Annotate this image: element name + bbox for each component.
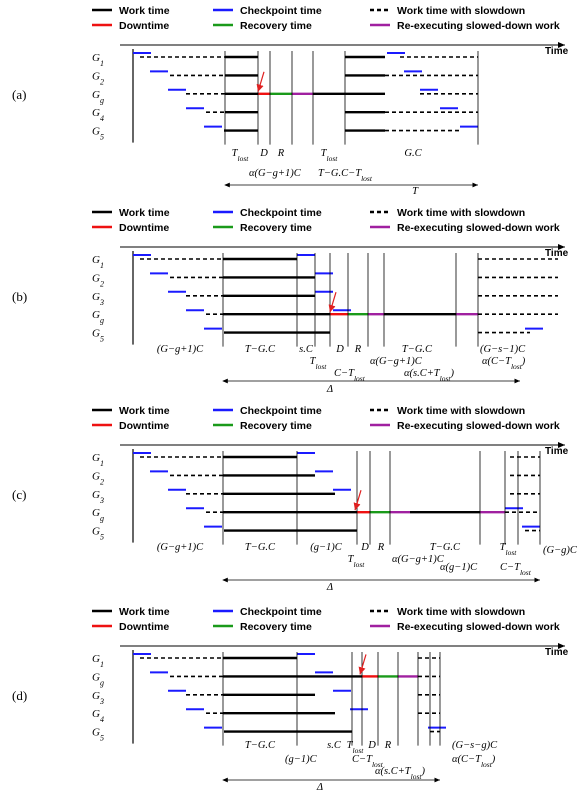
annotation-2: (g−1)C bbox=[310, 542, 342, 553]
row-label-1: $G_g$ bbox=[92, 671, 104, 687]
legend-work-slowdown-label: Work time with slowdown bbox=[397, 606, 526, 618]
panel-tag: (b) bbox=[12, 288, 28, 304]
annotation-8: $\alpha(C-T_{lost})$ bbox=[452, 754, 496, 769]
annotation-3: D bbox=[361, 542, 369, 553]
panel-tag: (c) bbox=[12, 486, 27, 502]
panel-tag: (a) bbox=[12, 86, 27, 102]
legend-work-time-label: Work time bbox=[119, 405, 170, 417]
annotation-10: $\alpha(C-T_{lost})$ bbox=[482, 356, 526, 371]
row-label-3: $G_4$ bbox=[92, 708, 104, 724]
legend-reexec-label: Re-executing slowed-down work bbox=[397, 420, 560, 432]
annotation-7: T bbox=[412, 186, 418, 197]
row-label-2: $G_g$ bbox=[92, 88, 104, 105]
annotation-6: $T_{lost}$ bbox=[499, 542, 517, 557]
row-label-4: $G_5$ bbox=[92, 525, 104, 542]
legend-checkpoint-time-label: Checkpoint time bbox=[240, 207, 322, 219]
row-label-3: $G_g$ bbox=[92, 507, 104, 523]
legend-reexec-label: Re-executing slowed-down work bbox=[397, 621, 560, 633]
row-label-3: $G_g$ bbox=[92, 309, 104, 325]
row-label-0: $G_1$ bbox=[92, 52, 104, 68]
legend-reexec-label: Re-executing slowed-down work bbox=[397, 20, 560, 32]
legend-work-time-label: Work time bbox=[119, 606, 170, 618]
annotation-1: D bbox=[260, 148, 268, 159]
row-label-1: $G_2$ bbox=[92, 70, 104, 86]
annotation-12: Δ bbox=[326, 384, 334, 395]
annotation-11: $\alpha(s.C+T_{lost})$ bbox=[404, 368, 454, 383]
legend-checkpoint-time-label: Checkpoint time bbox=[240, 5, 322, 17]
panel-d bbox=[12, 606, 569, 793]
annotation-5: α(G−g+1)C bbox=[249, 168, 301, 179]
legend-checkpoint-time-label: Checkpoint time bbox=[240, 405, 322, 417]
legend-checkpoint-time-label: Checkpoint time bbox=[240, 606, 322, 618]
annotation-3: $T_{lost}$ bbox=[309, 356, 327, 371]
row-label-0: $G_1$ bbox=[92, 653, 104, 669]
legend-recovery-time-label: Recovery time bbox=[240, 621, 312, 633]
legend-work-time-label: Work time bbox=[119, 207, 170, 219]
time-axis-label: Time bbox=[545, 248, 569, 259]
row-label-2: $G_3$ bbox=[92, 290, 104, 307]
annotation-4: G.C bbox=[404, 148, 422, 159]
annotation-10: α(g−1)C bbox=[440, 562, 478, 573]
annotation-4: D bbox=[336, 344, 344, 355]
legend-downtime-label: Downtime bbox=[119, 222, 170, 234]
failure-arrow bbox=[360, 654, 366, 674]
legend-downtime-label: Downtime bbox=[119, 420, 170, 432]
annotation-4: R bbox=[384, 740, 392, 751]
annotation-3: D bbox=[368, 740, 376, 751]
annotation-9: α(G−g+1)C bbox=[370, 356, 422, 367]
panel-c bbox=[12, 405, 578, 593]
annotation-0: (G−g+1)C bbox=[156, 344, 204, 355]
annotation-4: R bbox=[377, 542, 385, 553]
panel-tag: (d) bbox=[12, 687, 28, 703]
failure-arrow bbox=[355, 490, 361, 510]
row-label-4: $G_5$ bbox=[92, 726, 104, 743]
annotation-6: $T-G.C-T_{lost}$ bbox=[318, 168, 372, 183]
annotation-12: Δ bbox=[326, 582, 334, 593]
legend-recovery-time-label: Recovery time bbox=[240, 420, 312, 432]
annotation-2: s.C bbox=[299, 344, 313, 355]
row-label-1: $G_2$ bbox=[92, 470, 104, 486]
annotation-3: $T_{lost}$ bbox=[320, 148, 338, 163]
annotation-0: (G−g+1)C bbox=[156, 542, 204, 553]
annotation-7: (G−s−1)C bbox=[480, 344, 526, 355]
annotation-9: α(G−g+1)C bbox=[392, 554, 444, 565]
annotation-7: (G−g)C bbox=[543, 545, 577, 556]
failure-arrow bbox=[258, 72, 264, 92]
time-axis-label: Time bbox=[545, 46, 569, 57]
legend-work-slowdown-label: Work time with slowdown bbox=[397, 207, 526, 219]
row-label-4: $G_5$ bbox=[92, 125, 104, 142]
annotation-6: T−G.C bbox=[401, 344, 433, 355]
annotation-0: $T_{lost}$ bbox=[231, 148, 249, 163]
row-label-4: $G_5$ bbox=[92, 327, 104, 344]
annotation-1: T−G.C bbox=[244, 542, 276, 553]
panel-a bbox=[12, 5, 569, 197]
legend-downtime-label: Downtime bbox=[119, 20, 170, 32]
time-axis-label: Time bbox=[545, 647, 569, 658]
legend-work-time-label: Work time bbox=[119, 5, 170, 17]
legend-downtime-label: Downtime bbox=[119, 621, 170, 633]
annotation-5: T−G.C bbox=[429, 542, 461, 553]
annotation-6: (g−1)C bbox=[285, 754, 317, 765]
row-label-0: $G_1$ bbox=[92, 452, 104, 468]
annotation-2: $T_{lost}$ bbox=[346, 740, 364, 755]
legend-recovery-time-label: Recovery time bbox=[240, 20, 312, 32]
legend-recovery-time-label: Recovery time bbox=[240, 222, 312, 234]
row-label-3: $G_4$ bbox=[92, 107, 104, 123]
annotation-2: R bbox=[277, 148, 285, 159]
time-axis-label: Time bbox=[545, 446, 569, 457]
legend-work-slowdown-label: Work time with slowdown bbox=[397, 405, 526, 417]
annotation-5: R bbox=[354, 344, 362, 355]
panel-b bbox=[12, 207, 569, 395]
annotation-7: $C-T_{lost}$ bbox=[352, 754, 383, 769]
annotation-9: $\alpha(s.C+T_{lost})$ bbox=[375, 766, 425, 781]
annotation-1: s.C bbox=[327, 740, 341, 751]
row-label-2: $G_3$ bbox=[92, 689, 104, 706]
annotation-10: Δ bbox=[316, 782, 324, 793]
row-label-0: $G_1$ bbox=[92, 254, 104, 270]
legend-work-slowdown-label: Work time with slowdown bbox=[397, 5, 526, 17]
annotation-8: $T_{lost}$ bbox=[347, 554, 365, 569]
row-label-1: $G_2$ bbox=[92, 272, 104, 288]
annotation-1: T−G.C bbox=[244, 344, 276, 355]
annotation-0: T−G.C bbox=[244, 740, 276, 751]
legend-reexec-label: Re-executing slowed-down work bbox=[397, 222, 560, 234]
annotation-11: $C-T_{lost}$ bbox=[500, 562, 531, 577]
annotation-5: (G−s−g)C bbox=[452, 740, 498, 751]
row-label-2: $G_3$ bbox=[92, 488, 104, 505]
annotation-8: $C-T_{lost}$ bbox=[334, 368, 365, 383]
